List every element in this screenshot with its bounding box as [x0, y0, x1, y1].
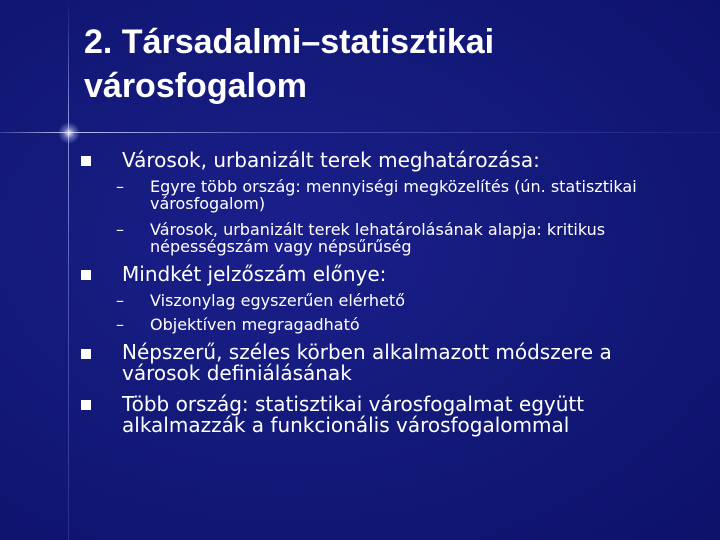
bullet-line: alkalmazzák a funkcionális városfogalommal [122, 413, 570, 437]
sub-bullet-text [150, 221, 690, 255]
decorative-vertical-line [68, 0, 69, 540]
bullet-line: Népszerű, széles körben alkalmazott módszere a [122, 340, 612, 364]
sub-bullet-text: Viszonylag egyszerűen elérhető [150, 291, 405, 310]
slide-title-line-1: 2. Társadalmi–statisztikai [84, 23, 495, 61]
bullet-square-icon [81, 349, 91, 359]
bullet-square-icon [81, 400, 91, 410]
sub-bullet-text: Objektíven megragadható [150, 315, 360, 334]
bullet-text [122, 342, 702, 384]
bullet-square-icon [81, 270, 91, 280]
slide-title [84, 20, 704, 108]
decorative-horizontal-line [0, 132, 720, 133]
sub-bullet-line: városfogalom) [150, 194, 266, 213]
sub-bullet-line: Egyre több ország: mennyiségi megközelítés (ún. statisztikai [150, 177, 637, 196]
bullet-square-icon [81, 156, 91, 166]
sub-bullet-text [150, 178, 690, 212]
bullet-text: Városok, urbanizált terek meghatározása: [122, 148, 540, 172]
dash-icon: – [116, 177, 124, 196]
bullet-text [122, 394, 702, 436]
sub-bullet-line: népességszám vagy népsűrűség [150, 237, 412, 256]
dash-icon: – [116, 291, 124, 310]
slide-title-line-2: városfogalom [84, 67, 307, 105]
sub-bullet-line: Városok, urbanizált terek lehatárolásának alapja: kritikus [150, 220, 606, 239]
bullet-line: Több ország: statisztikai városfogalmat együtt [122, 392, 585, 416]
dash-icon: – [116, 315, 124, 334]
dash-icon: – [116, 220, 124, 239]
bullet-text: Mindkét jelzőszám előnye: [122, 262, 387, 286]
decorative-glow [58, 122, 80, 144]
bullet-line: városok definiálásának [122, 361, 352, 385]
